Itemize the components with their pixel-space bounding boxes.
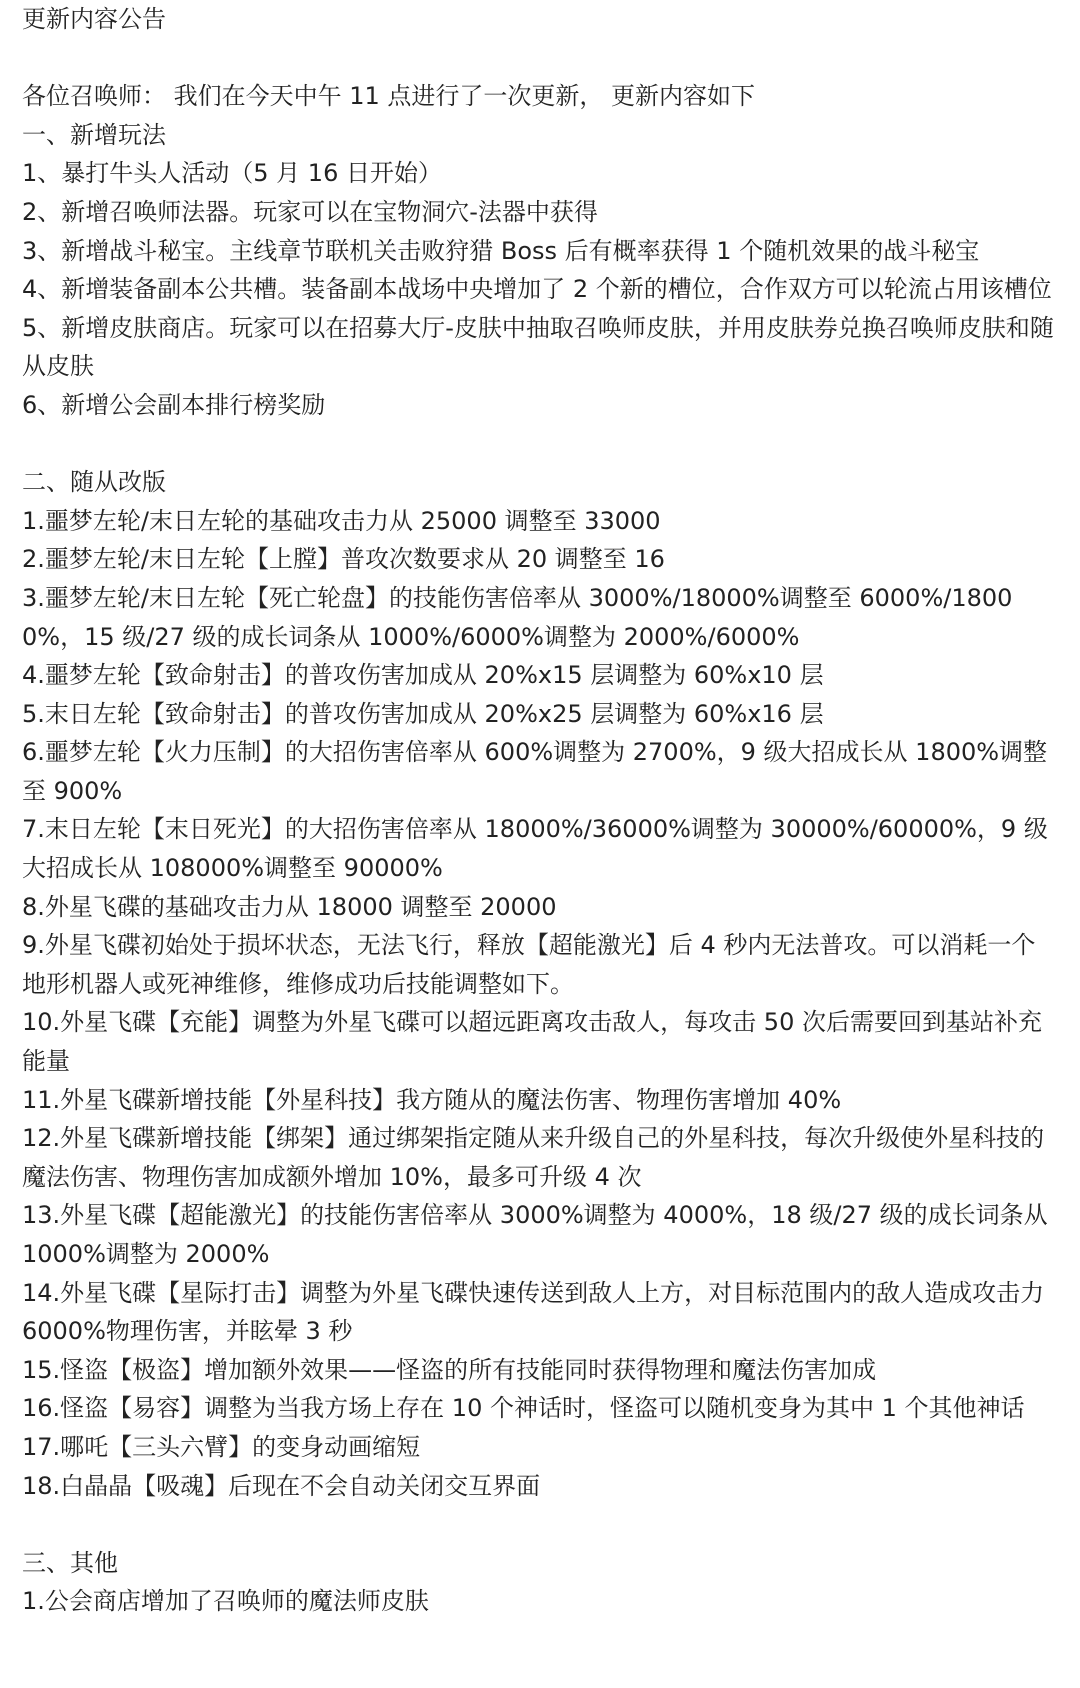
list-item: 4、新增装备副本公共槽。装备副本战场中央增加了 2 个新的槽位，合作双方可以轮流占用该槽位 [22, 275, 1052, 304]
section-heading: 一、新增玩法 [22, 120, 166, 149]
list-item: 6、新增公会副本排行榜奖励 [22, 390, 326, 419]
section-heading: 二、随从改版 [22, 468, 166, 497]
list-item: 11.外星飞碟新增技能【外星科技】我方随从的魔法伤害、物理伤害增加 40% [22, 1085, 842, 1114]
greeting-text: 各位召唤师： 我们在今天中午 11 点进行了一次更新， 更新内容如下 [22, 82, 756, 111]
list-item: 16.怪盗【易容】调整为当我方场上存在 10 个神话时，怪盗可以随机变身为其中 1 个其他神话 [22, 1394, 1025, 1423]
section-follower-revamp [22, 463, 1058, 1505]
list-item: 18.白晶晶【吸魂】后现在不会自动关闭交互界面 [22, 1471, 541, 1500]
list-item: 7.末日左轮【末日死光】的大招伤害倍率从 18000%/36000%调整为 30000%/60000%，9 级大招成长从 108000%调整至 90000% [22, 815, 1048, 883]
list-item: 17.哪吒【三头六臂】的变身动画缩短 [22, 1432, 421, 1461]
list-item: 2、新增召唤师法器。玩家可以在宝物洞穴-法器中获得 [22, 197, 598, 226]
section-new-gameplay [22, 116, 1058, 425]
list-item: 8.外星飞碟的基础攻击力从 18000 调整至 20000 [22, 892, 557, 921]
list-item: 1.噩梦左轮/末日左轮的基础攻击力从 25000 调整至 33000 [22, 506, 661, 535]
list-item: 14.外星飞碟【星际打击】调整为外星飞碟快速传送到敌人上方，对目标范围内的敌人造成攻击力 6000%物理伤害，并眩晕 3 秒 [22, 1278, 1045, 1346]
list-item: 5、新增皮肤商店。玩家可以在招募大厅-皮肤中抽取召唤师皮肤，并用皮肤券兑换召唤师皮肤和随从皮肤 [22, 313, 1054, 381]
list-item: 13.外星飞碟【超能激光】的技能伤害倍率从 3000%调整为 4000%，18 级/27 级的成长词条从 1000%调整为 2000% [22, 1201, 1048, 1268]
list-item: 15.怪盗【极盗】增加额外效果——怪盗的所有技能同时获得物理和魔法伤害加成 [22, 1355, 877, 1384]
page-title: 更新内容公告 [22, 5, 166, 33]
list-item: 1、暴打牛头人活动（5 月 16 日开始） [22, 159, 442, 188]
list-item: 3、新增战斗秘宝。主线章节联机关击败狩猎 Boss 后有概率获得 1 个随机效果的战斗秘宝 [22, 236, 980, 265]
spacer [22, 1505, 1058, 1544]
list-item: 6.噩梦左轮【火力压制】的大招伤害倍率从 600%调整为 2700%，9 级大招成长从 1800%调整至 900% [22, 738, 1048, 805]
list-item: 12.外星飞碟新增技能【绑架】通过绑架指定随从来升级自己的外星科技，每次升级使外星科技的魔法伤害、物理伤害加成额外增加 10%，最多可升级 4 次 [22, 1124, 1045, 1191]
spacer [22, 39, 1058, 78]
list-item: 5.末日左轮【致命射击】的普攻伤害加成从 20%x25 层调整为 60%x16 层 [22, 699, 824, 728]
section-heading: 三、其他 [22, 1548, 118, 1577]
list-item: 2.噩梦左轮/末日左轮【上膛】普攻次数要求从 20 调整至 16 [22, 545, 665, 574]
list-item: 1.公会商店增加了召唤师的魔法师皮肤 [22, 1587, 429, 1616]
list-item: 3.噩梦左轮/末日左轮【死亡轮盘】的技能伤害倍率从 3000%/18000%调整至 6000%/18000%，15 级/27 级的成长词条从 1000%/6000%调整为 2000%/6000% [22, 583, 1013, 651]
section-other [22, 1544, 1058, 1621]
list-item: 10.外星飞碟【充能】调整为外星飞碟可以超远距离攻击敌人，每攻击 50 次后需要回到基站补充能量 [22, 1008, 1042, 1076]
spacer [22, 425, 1058, 464]
list-item: 4.噩梦左轮【致命射击】的普攻伤害加成从 20%x15 层调整为 60%x10 层 [22, 661, 824, 690]
list-item: 9.外星飞碟初始处于损坏状态，无法飞行，释放【超能激光】后 4 秒内无法普攻。可以消耗一个地形机器人或死神维修，维修成功后技能调整如下。 [22, 931, 1036, 998]
